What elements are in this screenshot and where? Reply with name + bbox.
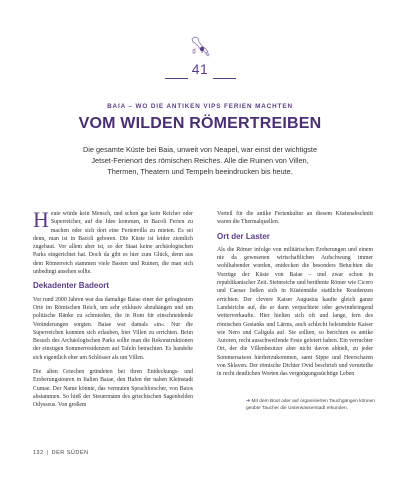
paragraph-text: eute würde kein Mensch, und schon gar kein Reicher oder Superreicher, auf die Idee kommen, in Bacoli Ferien zu machen oder sich dort eine Ferienvilla zu mieten. Es sei denn, man ist in Bacoli geboren. Die Küste ist leider ziemlich zugebaut. Vor allem aber ist, so der Staat keine archäologischen Parks eingerichtet hat. Doch da gibt es hier zum Glück, denn aus dem Römerreich stammen viele Basten und Ruinen, die man sich unbedingt ansehen sollte. [33,211,193,276]
kicker: BAIA – WO DIE ANTIKEN VIPS FERIEN MACHTEN [107,103,293,110]
page-number: 132 [33,450,44,456]
page-title: VOM WILDEN RÖMERTREIBEN [78,115,322,132]
italy-map-icon [186,33,214,61]
section-name: DER SÜDEN [51,450,89,456]
paragraph: Als die Römer infolge von militärischen Eroberungen und einem nie da gewesenen wirtschaftlichen Aufschwung immer wohlhabender wurden, entdecken die besonders Betuchten die Vorzüge der Küste von Baiae – und zwar schon in republikanischer Zeit. Steinreiche und berühmte Römer wie Cicero und Caesar ließen sich in Küstennähe stattliche Residenzen errichten. Der clevere Kaiser Augustus kaufte gleich ganze Landstriche auf, die er dann verpachtete oder gewinnbringend weiterverkaufte. Hier hielten sich oft und lange, fern des römischen Gestanks und Lärms, auch schlecht beleumdete Kaiser wie Nero und Caligula auf. Sie sollten, so berichten es antike Autoren, recht ausschweifende Feste gefeiert haben. Ein verruchter Ort, der die Villenbesitzer aber nicht davon abhielt, zu jeder Sommersaison hierherzukommen, samt Sippe und Heerscharen von Sklaven. Der römische Dichter Ovid beschrieb und verurteilte in recht deutlichen Worten das vergnügungssüchtige Leben [217,246,373,378]
paragraph: Vor rund 2000 Jahren war das damalige Baiae einer der gefragtesten Orte im Römischen Reich, um sehr exklusiv abzuhängen und um politische Ränke zu schmieden, die in Rom für einschneidende Veränderungen sorgten. Baiae war damals »in«. Nur die Superreichen konnten sich erlauben, hier Villen zu errichten. Beim Besuch des Archäologischen Parks sollte man die Rekonstruktionen der einstigen Sommerresidenzen auf Tafeln betrachten. Es handelte sich eigentlich eher um Schlösser als um Villen. [33,296,193,361]
left-column [33,207,193,416]
arrow-icon: ➜ [246,398,251,404]
footer-separator: | [46,450,49,456]
divider-right [213,78,236,79]
right-column [217,210,373,385]
paragraph: Vorteil für die antike Ferienkultur an diesem Küstenabschnitt waren die Thermalquellen. [217,211,373,226]
paragraph: Die alten Griechen gründeten bei ihren Entdeckungs- und Eroberungstouren in Italien Baiae, den Hafen der nahen Kleinstadt Cumae. Der Name könnte, das vermuten Sprachforscher, von Baios abstammen. So hieß der Steuermann des griechischen Sagenhelden Odysseus. Von großem [33,369,193,409]
dropcap: H [33,207,49,232]
divider-left [165,78,188,79]
paragraph [33,207,193,276]
section-heading: Ort der Laster [217,231,270,241]
section-heading: Dekadenter Badeort [33,281,110,291]
chapter-number: 41 [191,61,209,77]
lead-paragraph: Die gesamte Küste bei Baia, unweit von Neapel, war einst der wichtigste Jetset-Ferienort des römischen Reiches. Alle die Ruinen von Villen, Thermen, Theatern und Tempeln beeindrucken bis heute. [82,145,318,176]
page-footer [33,450,89,456]
caption-text: Mit dem Boot oder auf organisierten Tauchgängen können geübte Taucher die Unterwasserstadt erkunden. [246,399,375,411]
image-caption [246,398,382,412]
